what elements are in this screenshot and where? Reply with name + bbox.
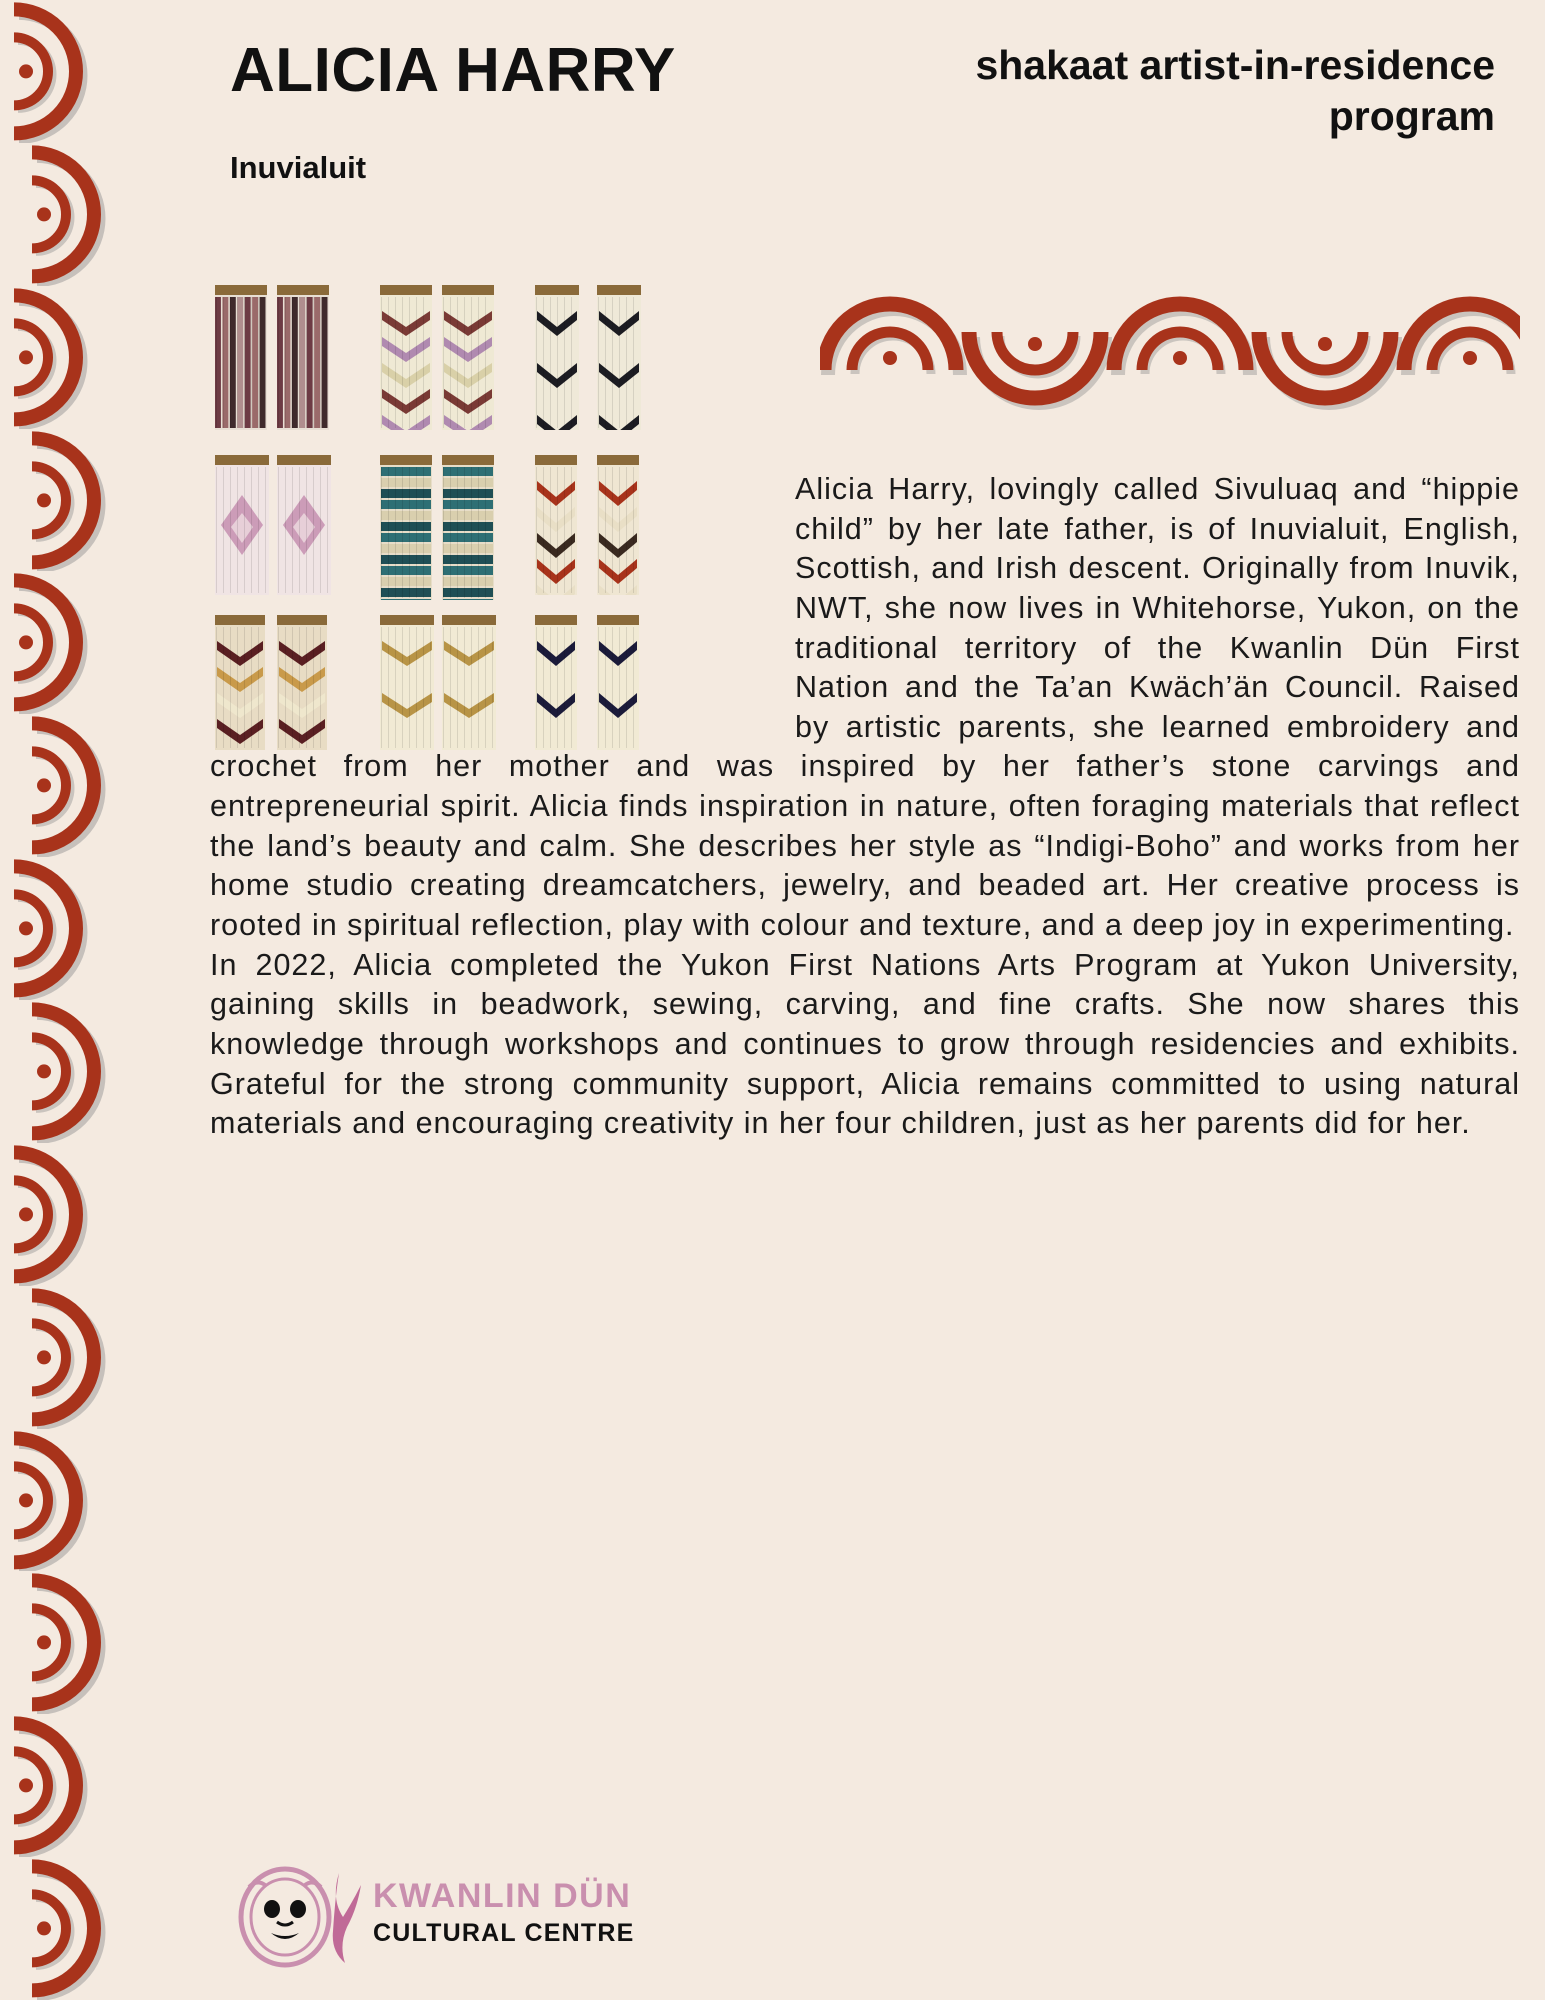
border-arc-motif: [28, 714, 188, 857]
wave-arc-motif: [820, 270, 1520, 430]
border-arc-motif: [10, 286, 170, 429]
kwanlin-dun-cultural-centre-logo: [235, 1865, 655, 1975]
program-title: shakaat artist-in-residence program: [975, 42, 1495, 140]
border-arc-motif: [10, 571, 170, 714]
artist-nation: Inuvialuit: [230, 150, 367, 185]
border-arc-motif: [28, 1857, 188, 2000]
border-arc-motif: [10, 857, 170, 1000]
border-arc-motif: [28, 1571, 188, 1714]
artwork-item-cream-heart-earrings: [380, 285, 494, 430]
logo-line-1: KWANLIN DÜN: [373, 1877, 632, 1915]
artist-biography: [210, 470, 1520, 1144]
border-arc-motif: [28, 1286, 188, 1429]
kwanlin-dun-face-logo-icon: [235, 1865, 365, 1970]
logo-line-2: CULTURAL CENTRE: [373, 1919, 635, 1947]
border-arc-motif: [10, 1714, 170, 1857]
border-arc-motif: [10, 1143, 170, 1286]
artwork-item-plum-fringe-earrings: [215, 285, 329, 430]
bio-paragraph-1: Alicia Harry, lovingly called Sivuluaq and “hippie child” by her late father, is of Inuvialuit, English, Scottish, and Irish descent. Originally from Inuvik, NWT, she now lives in Whitehorse, Yukon, on the traditional territory of the Kwanlin Dün First Nation and the Ta’an Kwäch’än Council. Raised by artistic parents, she learned embroidery and crochet from her mother and was inspired by her father’s stone carvings and entrepreneurial spirit. Alicia finds inspiration in nature, often foraging materials that reflect the land’s beauty and calm. She describes her style as “Indigi-Boho” and works from her home studio creating dreamcatchers, jewelry, and beaded art. Her creative process is rooted in spiritual reflection, play with colour and texture, and a deep joy in experimenting.: [210, 472, 1520, 943]
border-arc-motif: [28, 143, 188, 286]
border-arc-motif: [10, 1429, 170, 1572]
page-header: [230, 36, 1520, 186]
border-arc-motif: [28, 429, 188, 572]
logo-wordmark: [373, 1879, 635, 1946]
text-wrap-spacer: [210, 470, 795, 730]
border-arc-motif: [28, 1000, 188, 1143]
border-arc-motif: [10, 0, 170, 143]
page-title: ALICIA HARRY: [230, 36, 676, 105]
bio-paragraph-2: In 2022, Alicia completed the Yukon First Nations Arts Program at Yukon University, gaining skills in beadwork, sewing, carving, and fine crafts. She now shares this knowledge through workshops and continues to grow through residencies and exhibits. Grateful for the strong community support, Alicia remains committed to using natural materials and encouraging creativity in her four children, just as her parents did for her.: [210, 947, 1520, 1141]
artwork-item-black-chevron-earrings: [535, 285, 641, 430]
left-decorative-border: [0, 0, 200, 2000]
